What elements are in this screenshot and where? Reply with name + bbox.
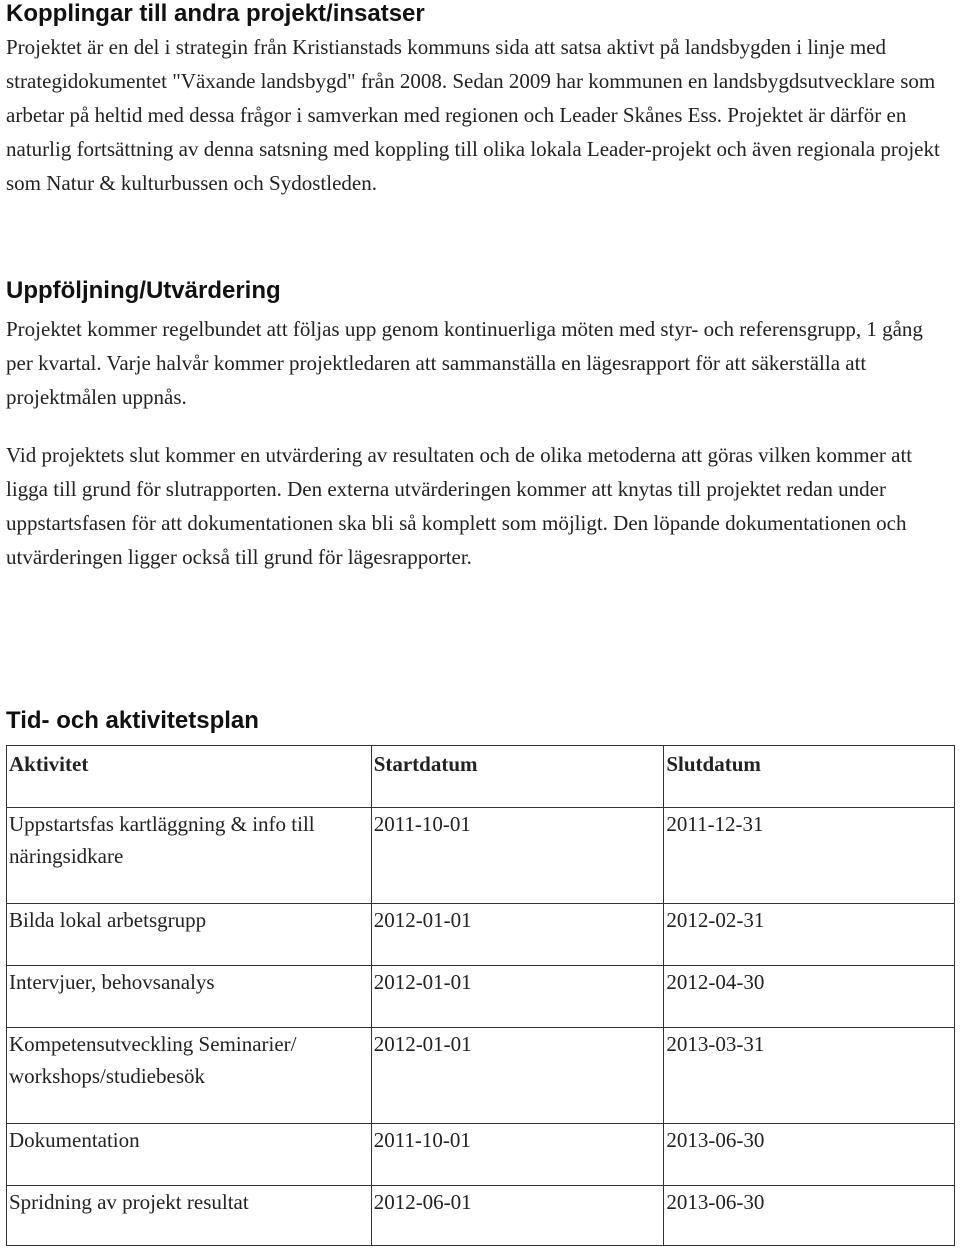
column-header-startdatum: Startdatum <box>371 746 664 808</box>
paragraph-uppfoljning-1: Projektet kommer regelbundet att följas upp genom kontinuerliga möten med styr- och referensgrupp, 1 gång per kvartal. Varje halvår kommer projektledaren att sammanställa en lägesrapport för att säkerställa att projektmålen uppnås. <box>6 317 923 409</box>
cell-end-date: 2011-12-31 <box>664 808 955 904</box>
table-row <box>7 808 955 904</box>
paragraph-kopplingar: Projektet är en del i strategin från Kristianstads kommuns sida att satsa aktivt på landsbygden i linje med strategidokumentet "Växande landsbygd" från 2008. Sedan 2009 har kommunen en landsbygdsutvecklare som arbetar på heltid med dessa frågor i samverkan med regionen och Leader Skånes Ess. Projektet är därför en naturlig fortsättning av denna satsning med koppling till olika lokala Leader-projekt och även regionala projekt som Natur & kulturbussen och Sydostleden. <box>6 35 940 195</box>
table-row <box>7 1028 955 1124</box>
cell-start-date: 2012-01-01 <box>371 904 664 966</box>
cell-end-date: 2013-06-30 <box>664 1186 955 1246</box>
section-heading-kopplingar: Kopplingar till andra projekt/insatser <box>6 0 425 27</box>
cell-activity: Spridning av projekt resultat <box>7 1186 372 1246</box>
cell-start-date: 2012-06-01 <box>371 1186 664 1246</box>
activity-plan-table <box>6 745 955 1246</box>
table-row <box>7 966 955 1028</box>
table-row <box>7 1124 955 1186</box>
table-header-row <box>7 746 955 808</box>
section-heading-uppfoljning: Uppföljning/Utvärdering <box>6 277 281 304</box>
table-row <box>7 1186 955 1246</box>
table-row <box>7 904 955 966</box>
cell-start-date: 2011-10-01 <box>371 1124 664 1186</box>
cell-start-date: 2012-01-01 <box>371 966 664 1028</box>
cell-activity: Bilda lokal arbetsgrupp <box>7 904 372 966</box>
cell-activity: Dokumentation <box>7 1124 372 1186</box>
cell-end-date: 2013-03-31 <box>664 1028 955 1124</box>
section-heading-tidplan: Tid- och aktivitetsplan <box>6 707 259 734</box>
paragraph-uppfoljning-2: Vid projektets slut kommer en utvärdering av resultaten och de olika metoderna att göras vilken kommer att ligga till grund för slutrapporten. Den externa utvärderingen kommer att knytas till projektet redan under uppstartsfasen för att dokumentationen ska bli så komplett som möjligt. Den löpande dokumentationen och utvärderingen ligger också till grund för lägesrapporter. <box>6 443 913 569</box>
cell-activity: Uppstartsfas kartläggning & info till näringsidkare <box>7 808 372 904</box>
cell-end-date: 2012-02-31 <box>664 904 955 966</box>
cell-activity: Kompetensutveckling Seminarier/ workshops/studiebesök <box>7 1028 372 1124</box>
cell-activity: Intervjuer, behovsanalys <box>7 966 372 1028</box>
cell-start-date: 2012-01-01 <box>371 1028 664 1124</box>
column-header-slutdatum: Slutdatum <box>664 746 955 808</box>
cell-start-date: 2011-10-01 <box>371 808 664 904</box>
cell-end-date: 2013-06-30 <box>664 1124 955 1186</box>
column-header-aktivitet: Aktivitet <box>7 746 372 808</box>
cell-end-date: 2012-04-30 <box>664 966 955 1028</box>
